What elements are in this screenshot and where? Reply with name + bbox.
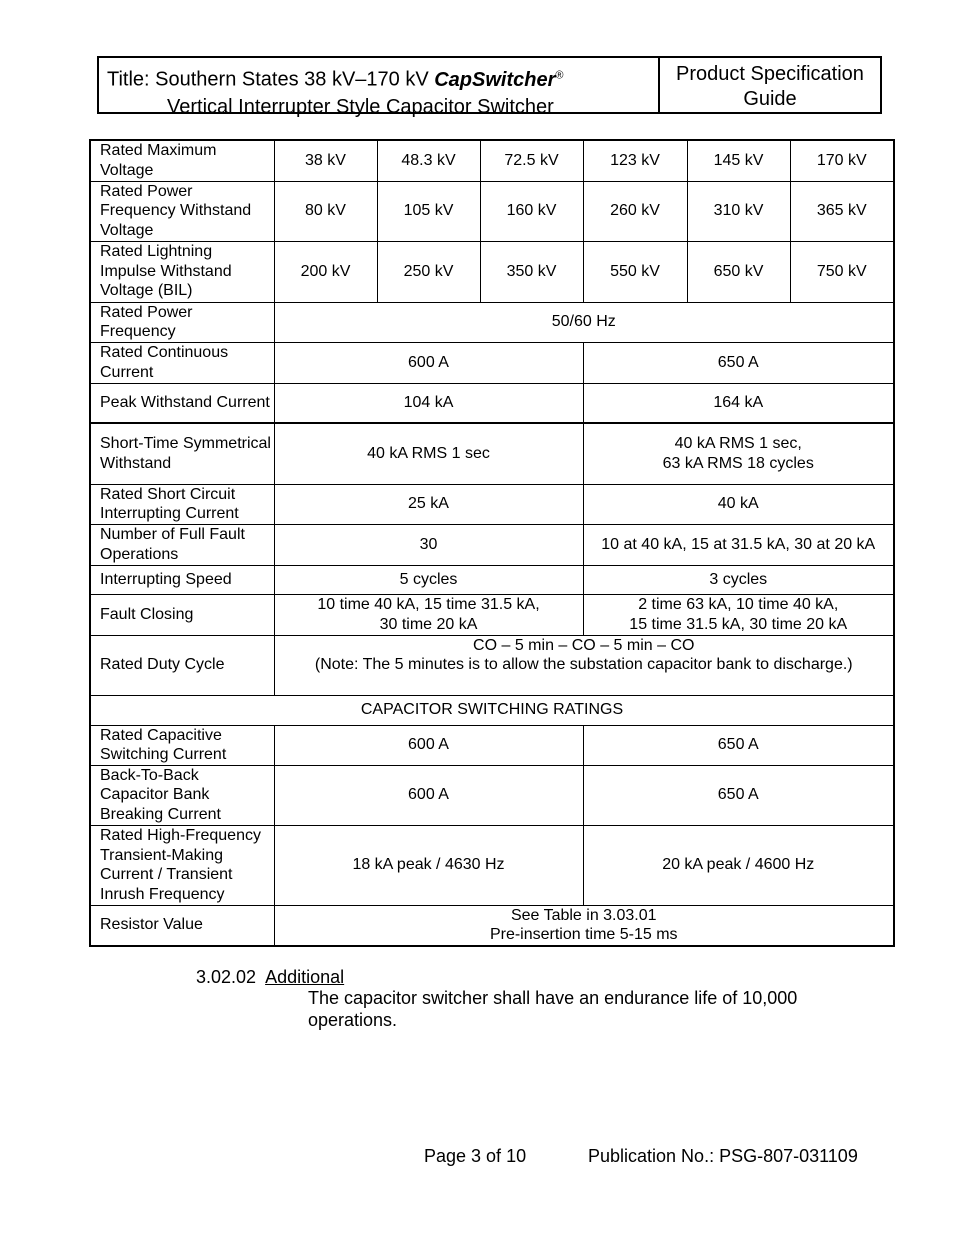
table-row — [90, 524, 894, 565]
table-cell: 48.3 kV — [377, 140, 480, 181]
table-cell: 25 kA — [274, 484, 583, 524]
table-row — [90, 423, 894, 484]
table-cell: 160 kV — [480, 181, 583, 241]
table-row — [90, 565, 894, 594]
table-cell: 72.5 kV — [480, 140, 583, 181]
row-label: Short-Time Symmetrical Withstand — [90, 423, 274, 484]
table-cell: 750 kV — [790, 241, 894, 302]
cell-line: (Note: The 5 minutes is to allow the substation capacitor bank to discharge.) — [314, 656, 853, 673]
title-prefix: Title: Southern States 38 kV–170 kV — [107, 68, 435, 91]
table-cell: 600 A — [274, 765, 583, 825]
row-label: Rated High-Frequency Transient-Making Current / Transient Inrush Frequency — [90, 825, 274, 905]
table-cell: 10 at 40 kA, 15 at 31.5 kA, 30 at 20 kA — [583, 524, 894, 565]
table-cell: 30 — [274, 524, 583, 565]
table-cell: 200 kV — [274, 241, 377, 302]
table-cell: 365 kV — [790, 181, 894, 241]
document-header — [97, 56, 882, 118]
table-cell: 40 kA — [583, 484, 894, 524]
cell-line: Pre-insertion time 5-15 ms — [489, 926, 678, 943]
table-cell: 600 A — [274, 342, 583, 383]
table-cell — [274, 594, 583, 635]
row-label: Rated Short Circuit Interrupting Current — [90, 484, 274, 524]
table-cell: 170 kV — [790, 140, 894, 181]
table-row — [90, 140, 894, 181]
table-row — [90, 765, 894, 825]
row-label: Rated Power Frequency — [90, 302, 274, 342]
table-row — [90, 342, 894, 383]
table-cell: 600 A — [274, 725, 583, 765]
section-title: Additional — [265, 967, 345, 987]
row-label: Rated Continuous Current — [90, 342, 274, 383]
section-title: CAPACITOR SWITCHING RATINGS — [90, 695, 894, 725]
section-heading — [196, 966, 344, 988]
doc-type-line2: Guide — [743, 88, 797, 110]
cell-line: 40 kA RMS 1 sec, — [674, 435, 802, 453]
cell-line: 2 time 63 kA, 10 time 40 kA, — [638, 596, 839, 613]
cell-line: 63 kA RMS 18 cycles — [662, 454, 814, 472]
table-cell: 350 kV — [480, 241, 583, 302]
row-label: Number of Full Fault Operations — [90, 524, 274, 565]
title-line2: Vertical Interrupter Style Capacitor Switcher — [167, 95, 554, 118]
table-cell: 250 kV — [377, 241, 480, 302]
doc-type-line1: Product Specification — [676, 63, 864, 85]
table-row — [90, 725, 894, 765]
table-cell — [583, 594, 894, 635]
table-cell: 164 kA — [583, 383, 894, 423]
table-cell: 105 kV — [377, 181, 480, 241]
table-cell: 145 kV — [687, 140, 790, 181]
table-row — [90, 383, 894, 423]
table-cell: 650 A — [583, 342, 894, 383]
brand-name: CapSwitcher® — [434, 68, 564, 91]
cell-line: CO – 5 min – CO – 5 min – CO — [473, 636, 695, 654]
table-cell: 650 A — [583, 725, 894, 765]
table-cell: 18 kA peak / 4630 Hz — [274, 825, 583, 905]
header-doc-type — [660, 58, 880, 112]
table-cell — [274, 905, 894, 946]
table-row — [90, 594, 894, 635]
row-label: Peak Withstand Current — [90, 383, 274, 423]
table-cell: 50/60 Hz — [274, 302, 894, 342]
table-cell: 310 kV — [687, 181, 790, 241]
table-cell: 40 kA RMS 1 sec — [274, 423, 583, 484]
ratings-table — [89, 139, 895, 947]
header-title — [99, 58, 660, 118]
table-row — [90, 905, 894, 946]
row-label: Rated Capacitive Switching Current — [90, 725, 274, 765]
registered-mark: ® — [555, 69, 564, 81]
section-paragraph: The capacitor switcher shall have an endurance life of 10,000 operations. — [308, 988, 798, 1030]
section-number: 3.02.02 — [196, 967, 257, 987]
cell-line: 30 time 20 kA — [379, 615, 478, 633]
cell-line: 10 time 40 kA, 15 time 31.5 kA, — [317, 596, 540, 613]
table-row — [90, 302, 894, 342]
cell-line: See Table in 3.03.01 — [510, 906, 657, 924]
row-label: Interrupting Speed — [90, 565, 274, 594]
table-cell: 650 A — [583, 765, 894, 825]
table-cell: 5 cycles — [274, 565, 583, 594]
table-section-row — [90, 695, 894, 725]
table-row — [90, 484, 894, 524]
table-cell: 38 kV — [274, 140, 377, 181]
row-label: Fault Closing — [90, 594, 274, 635]
page-number: Page 3 of 10 — [424, 1146, 527, 1166]
table-cell: 104 kA — [274, 383, 583, 423]
table-cell: 123 kV — [583, 140, 687, 181]
publication-number: Publication No.: PSG-807-031109 — [588, 1146, 858, 1166]
table-row — [90, 635, 894, 695]
row-label: Rated Power Frequency Withstand Voltage — [90, 181, 274, 241]
cell-line: 15 time 31.5 kA, 30 time 20 kA — [629, 615, 848, 633]
table-cell: 550 kV — [583, 241, 687, 302]
table-cell: 20 kA peak / 4600 Hz — [583, 825, 894, 905]
table-row — [90, 825, 894, 905]
table-cell: 260 kV — [583, 181, 687, 241]
table-cell: 80 kV — [274, 181, 377, 241]
row-label: Rated Duty Cycle — [90, 635, 274, 695]
row-label: Rated Maximum Voltage — [90, 140, 274, 181]
table-cell: 650 kV — [687, 241, 790, 302]
table-row — [90, 181, 894, 241]
table-row — [90, 241, 894, 302]
row-label: Rated Lightning Impulse Withstand Voltage (BIL) — [90, 241, 274, 302]
row-label: Back-To-Back Capacitor Bank Breaking Current — [90, 765, 274, 825]
table-cell — [274, 635, 894, 695]
row-label: Resistor Value — [90, 905, 274, 946]
table-cell — [583, 423, 894, 484]
table-cell: 3 cycles — [583, 565, 894, 594]
